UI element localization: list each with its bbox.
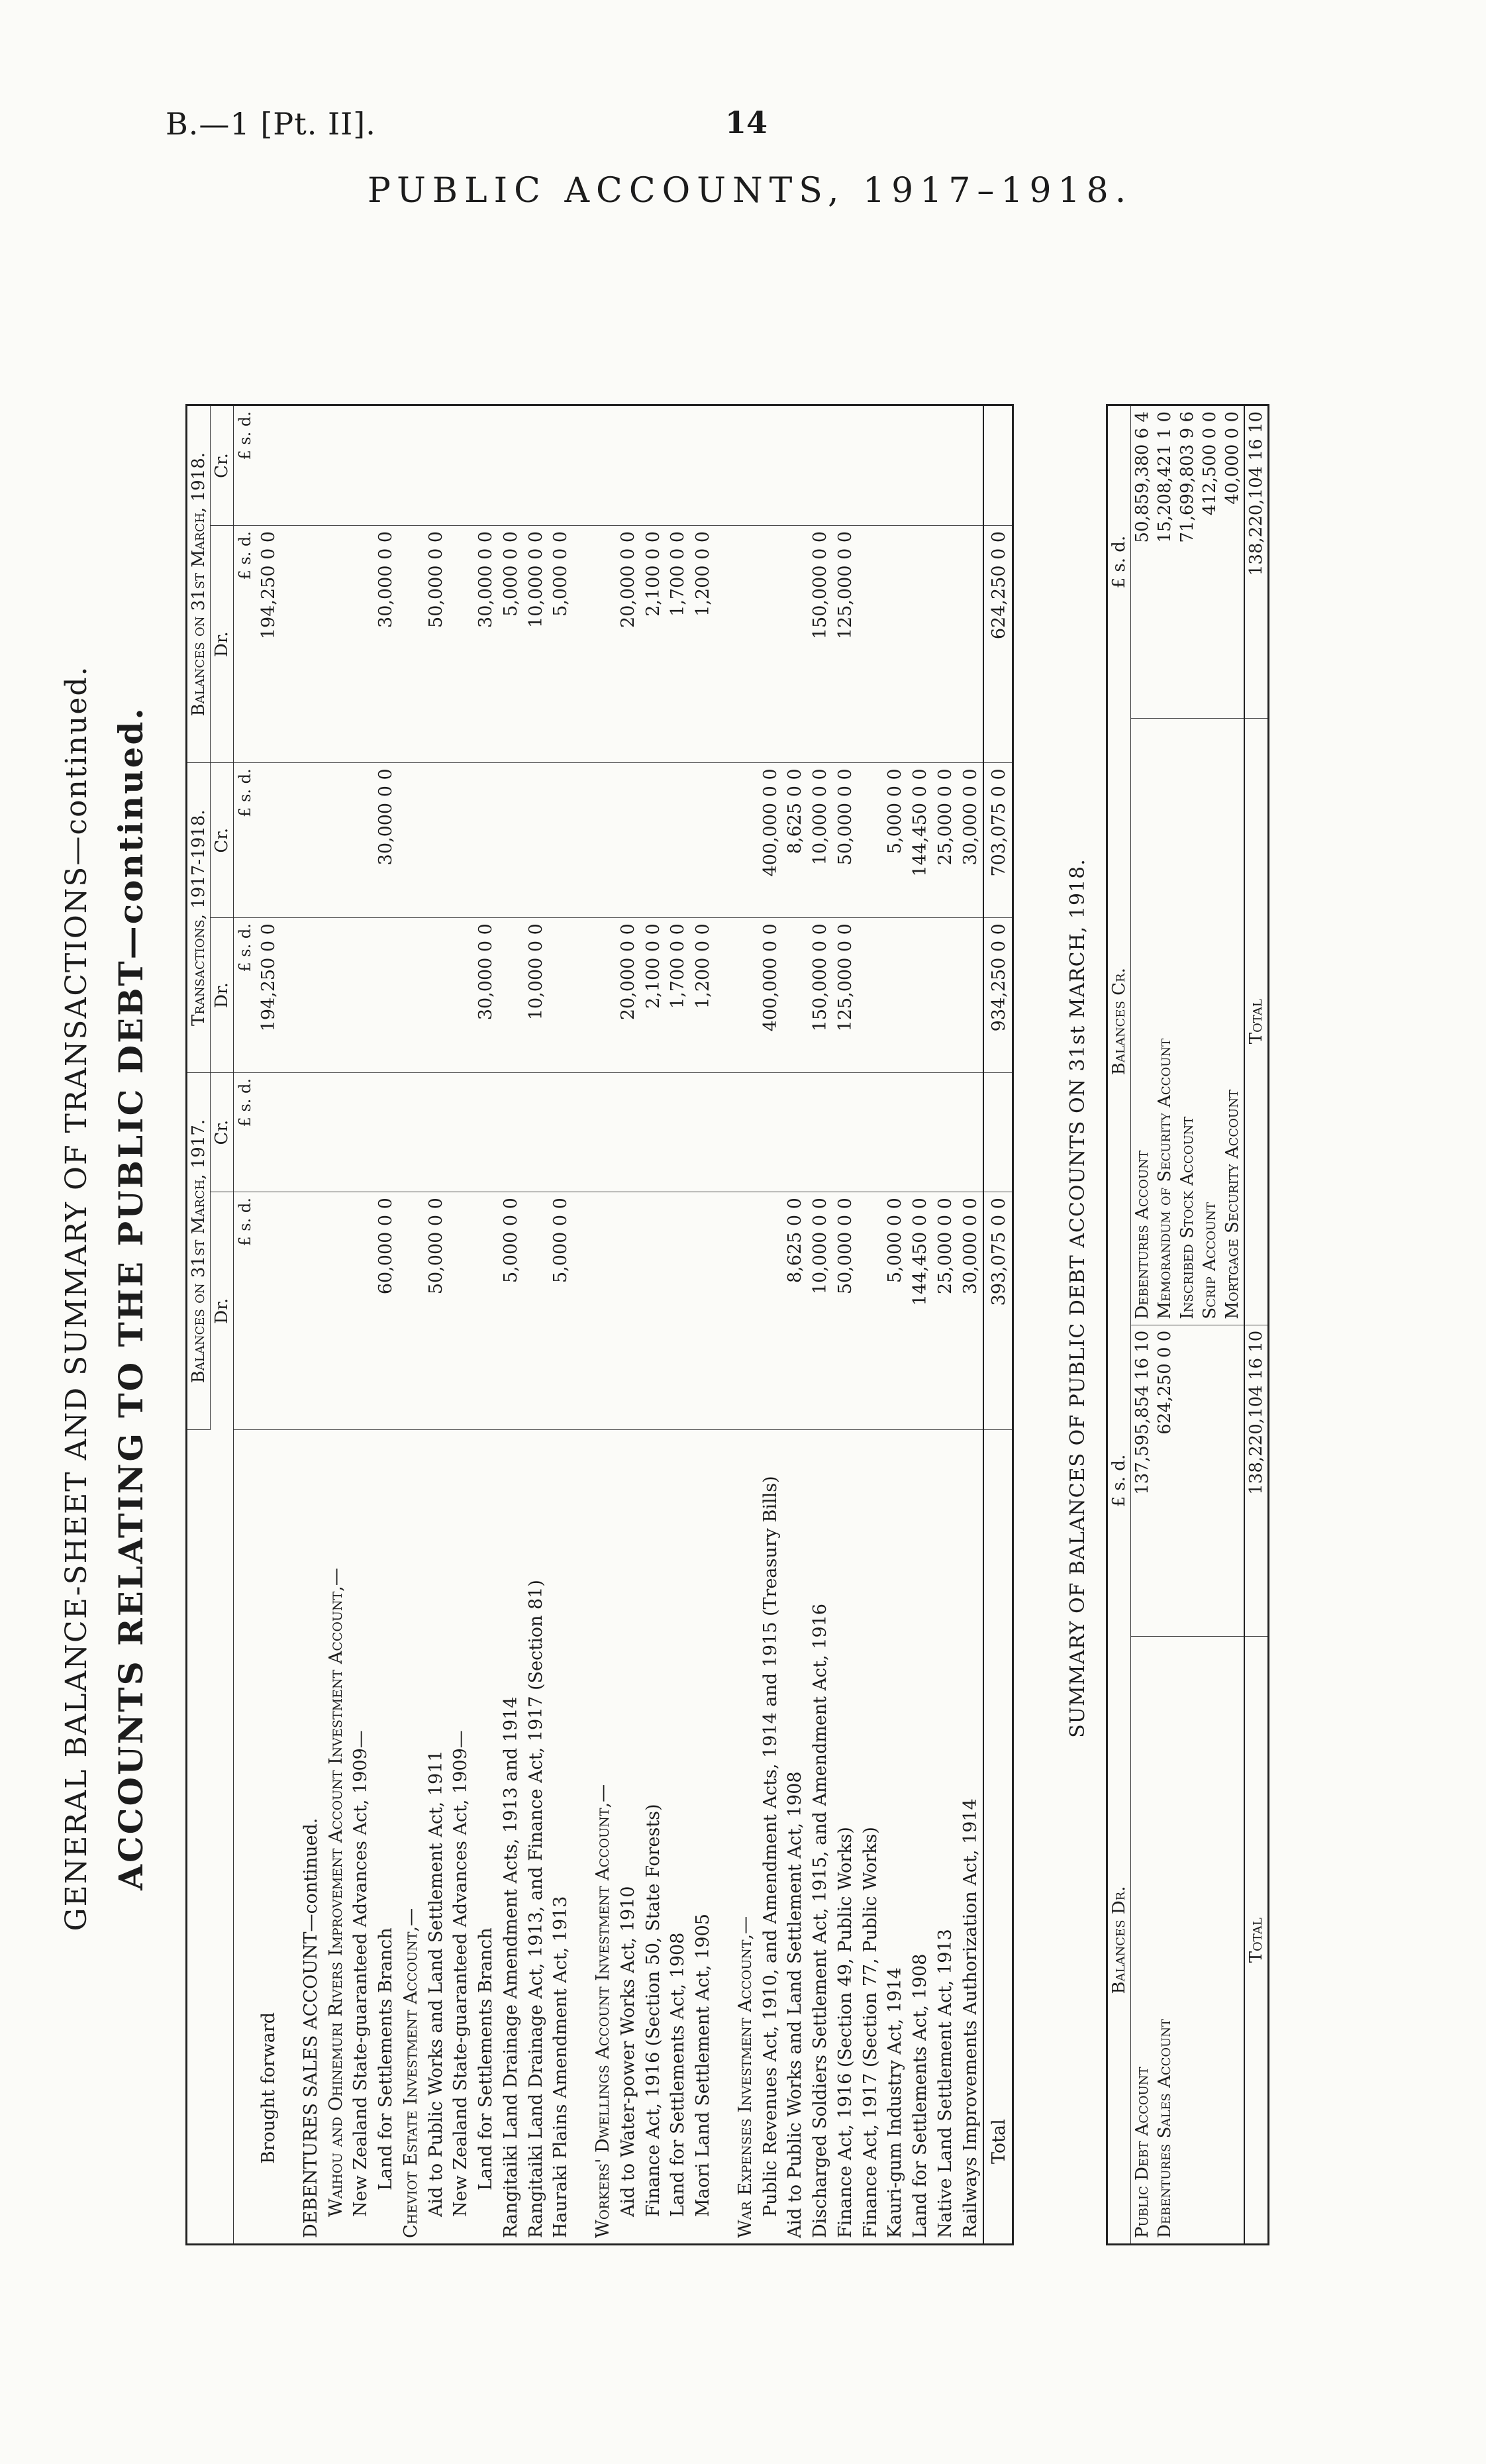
description-header [187, 1430, 234, 2245]
sub-heading [348, 405, 373, 2245]
row-label: Finance Act, 1917 (Section 77, Public Works) [860, 1827, 881, 2238]
public-debt-accounts-table [185, 404, 1014, 2245]
row-label: Brought forward [258, 2012, 279, 2164]
row-value: 50,000 0 0 [424, 525, 449, 762]
summary-cr-amount: 50,859,380 6 4 [1131, 405, 1154, 719]
col-cr-1917: Cr. [211, 1072, 234, 1192]
col-group-balances-1917: Balances on 31st March, 1917. [187, 1072, 211, 1429]
summary-cr-label: Inscribed Stock Account [1176, 718, 1199, 1325]
summary-row [1176, 405, 1199, 2245]
row-label: Waihou and Ohinemuri Rivers Improvement Account Investment Account,— [325, 1568, 346, 2217]
row-label: Native Land Settlement Act, 1913 [934, 1929, 956, 2238]
row-value: 5,000 0 0 [883, 763, 908, 918]
unit-label: £ s. d. [234, 525, 257, 762]
row-value: 8,625 0 0 [783, 763, 808, 918]
section-heading [733, 405, 758, 2245]
row-value: 50,000 0 0 [833, 763, 858, 918]
row-value: 150,000 0 0 [808, 918, 833, 1073]
unit-label: £ s. d. [234, 763, 257, 918]
summary-dr-label: Debentures Sales Account [1155, 2018, 1175, 2238]
row-value: 934,250 0 0 [983, 918, 1013, 1073]
row-value: 30,000 0 0 [958, 763, 984, 918]
col-dr-1917: Dr. [211, 1192, 234, 1430]
row-value: 30,000 0 0 [373, 763, 399, 918]
row-label: New Zealand State-guaranteed Advances Act, 1909— [450, 1730, 471, 2217]
row-value: 144,450 0 0 [908, 763, 933, 918]
row-label: Finance Act, 1916 (Section 49, Public Works) [834, 1827, 856, 2238]
row-value: 5,000 0 0 [548, 525, 573, 762]
row-label: Hauraki Plains Amendment Act, 1913 [550, 1896, 571, 2238]
row-value: 1,700 0 0 [666, 918, 691, 1073]
row-value: 30,000 0 0 [473, 525, 499, 762]
row-value: 150,000 0 0 [808, 525, 833, 762]
summary-row [1131, 405, 1154, 2245]
table-row [908, 405, 933, 2245]
row-value: 25,000 0 0 [933, 1192, 958, 1430]
summary-cr-label: Memorandum of Security Account [1154, 718, 1176, 1325]
row-value: 30,000 0 0 [473, 918, 499, 1073]
total-row [983, 405, 1013, 2245]
row-value: 30,000 0 0 [958, 1192, 984, 1430]
summary-cr-amount: 40,000 0 0 [1221, 405, 1244, 719]
col-dr-trans: Dr. [211, 918, 234, 1073]
row-value: 400,000 0 0 [758, 918, 783, 1073]
page-reference: B.—1 [Pt. II]. [166, 106, 376, 142]
section-heading [591, 405, 616, 2245]
row-value: 5,000 0 0 [883, 1192, 908, 1430]
unit-label: £ s. d. [234, 1192, 257, 1430]
table-row [373, 405, 399, 2245]
row-value: 194,250 0 0 [256, 918, 281, 1073]
summary-row [1199, 405, 1221, 2245]
rotated-landscape-content [60, 252, 1358, 2318]
summary-unit-dr: £ s. d. [1107, 1325, 1131, 1637]
summary-row [1221, 405, 1244, 2245]
unit-label: £ s. d. [234, 405, 257, 526]
page-number: 14 [725, 105, 768, 140]
row-value: 10,000 0 0 [808, 1192, 833, 1430]
table-row [524, 405, 549, 2245]
table-row [499, 405, 524, 2245]
table-row [548, 405, 573, 2245]
summary-dr-amount: 137,595,854 16 10 [1131, 1325, 1154, 1637]
row-value: 8,625 0 0 [783, 1192, 808, 1430]
col-dr-1918: Dr. [211, 525, 234, 762]
row-label: Land for Settlements Act, 1908 [668, 1932, 689, 2217]
table-row [616, 405, 641, 2245]
row-label: Aid to Public Works and Land Settlement Act, 1908 [785, 1771, 806, 2238]
row-value: 10,000 0 0 [524, 918, 549, 1073]
summary-cr-label: Mortgage Security Account [1221, 718, 1244, 1325]
header-row-groups [187, 405, 211, 2245]
row-value: 30,000 0 0 [373, 525, 399, 762]
row-label: Land for Settlements Branch [375, 1927, 396, 2190]
table-row [424, 405, 449, 2245]
row-value: 703,075 0 0 [983, 763, 1013, 918]
summary-row [1154, 405, 1176, 2245]
summary-cr-label: Scrip Account [1199, 718, 1221, 1325]
public-debt-title: ACCOUNTS RELATING TO THE PUBLIC DEBT—continued. [111, 706, 150, 1890]
row-value: 125,000 0 0 [833, 525, 858, 762]
row-value: 10,000 0 0 [808, 763, 833, 918]
row-value: 144,450 0 0 [908, 1192, 933, 1430]
table-row [833, 405, 858, 2245]
table-row [783, 405, 808, 2245]
row-value: 25,000 0 0 [933, 763, 958, 918]
row-value: 1,200 0 0 [691, 525, 716, 762]
row-value: 2,100 0 0 [641, 525, 666, 762]
table-row [858, 405, 883, 2245]
row-label: Aid to Public Works and Land Settlement Act, 1911 [425, 1750, 446, 2217]
row-value: 125,000 0 0 [833, 918, 858, 1073]
col-cr-trans: Cr. [211, 763, 234, 918]
summary-header-row [1107, 405, 1131, 2245]
section-heading [399, 405, 424, 2245]
summary-cr-header: Balances Cr. [1107, 718, 1131, 1325]
row-value: 5,000 0 0 [499, 1192, 524, 1430]
row-value: 5,000 0 0 [499, 525, 524, 762]
row-label: Land for Settlements Branch [475, 1927, 496, 2190]
summary-cr-amount: 71,699,803 9 6 [1176, 405, 1199, 719]
row-label: Rangitaiki Land Drainage Act, 1913, and Finance Act, 1917 (Section 81) [525, 1580, 546, 2238]
row-value: 1,700 0 0 [666, 525, 691, 762]
row-value: 624,250 0 0 [983, 525, 1013, 762]
row-label: Discharged Soldiers Settlement Act, 1915, and Amendment Act, 1916 [810, 1604, 830, 2238]
row-label: Aid to Water-power Works Act, 1910 [617, 1886, 638, 2217]
row-value: 393,075 0 0 [983, 1192, 1013, 1430]
table-row [958, 405, 984, 2245]
summary-cr-amount: 15,208,421 1 0 [1154, 405, 1176, 719]
col-group-transactions: Transactions, 1917-1918. [187, 763, 211, 1073]
row-label: Maori Land Settlement Act, 1905 [693, 1914, 713, 2217]
summary-dr-label: Public Debt Account [1132, 2067, 1152, 2238]
section-heading [299, 405, 324, 2245]
row-label: Railways Improvements Authorization Act, 1914 [960, 1798, 981, 2238]
row-label: Kauri-gum Industry Act, 1914 [885, 1967, 906, 2238]
col-group-balances-1918: Balances on 31st March, 1918. [187, 405, 211, 763]
table-row [256, 405, 281, 2245]
row-label: Land for Settlements Act, 1908 [910, 1953, 930, 2238]
row-label: Finance Act, 1916 (Section 50, State Forests) [642, 1804, 664, 2217]
table-row [666, 405, 691, 2245]
unit-label: £ s. d. [234, 918, 257, 1073]
summary-total-label: Total [1244, 718, 1269, 1325]
row-label: Total [983, 1430, 1013, 2245]
col-cr-1918: Cr. [211, 405, 234, 526]
row-value: 2,100 0 0 [641, 918, 666, 1073]
table-row [808, 405, 833, 2245]
row-value: 1,200 0 0 [691, 918, 716, 1073]
row-value: 194,250 0 0 [256, 525, 281, 762]
summary-dr-amount: 624,250 0 0 [1154, 1325, 1176, 1637]
row-label: War Expenses Investment Account,— [734, 1916, 756, 2238]
row-value: 400,000 0 0 [758, 763, 783, 918]
row-label: New Zealand State-guaranteed Advances Act, 1909— [350, 1730, 372, 2217]
unit-label: £ s. d. [234, 1072, 257, 1192]
summary-total-row [1244, 405, 1269, 2245]
table-row [758, 405, 783, 2245]
row-label: Cheviot Estate Investment Account,— [400, 1908, 421, 2238]
row-value: 60,000 0 0 [373, 1192, 399, 1430]
summary-total-dr: 138,220,104 16 10 [1244, 1325, 1269, 1637]
row-label: Public Revenues Act, 1910, and Amendment Acts, 1914 and 1915 (Treasury Bills) [760, 1476, 781, 2217]
row-value: 20,000 0 0 [616, 525, 641, 762]
summary-unit-cr: £ s. d. [1107, 405, 1131, 719]
row-label: Workers' Dwellings Account Investment Account,— [593, 1784, 613, 2238]
section-heading [324, 405, 349, 2245]
row-label: DEBENTURES SALES ACCOUNT—continued. [300, 1818, 321, 2238]
row-label: Rangitaiki Land Drainage Amendment Acts, 1913 and 1914 [500, 1696, 521, 2238]
row-value: 50,000 0 0 [833, 1192, 858, 1430]
row-value: 50,000 0 0 [424, 1192, 449, 1430]
row-value: 10,000 0 0 [524, 525, 549, 762]
summary-balances-table [1106, 404, 1269, 2245]
table-row [883, 405, 908, 2245]
summary-cr-label: Debentures Account [1131, 718, 1154, 1325]
table-row [933, 405, 958, 2245]
summary-title: SUMMARY OF BALANCES OF PUBLIC DEBT ACCOUNTS ON 31st MARCH, 1918. [1066, 858, 1089, 1738]
table-row [473, 405, 499, 2245]
sub-heading [448, 405, 473, 2245]
summary-cr-amount: 412,500 0 0 [1199, 405, 1221, 719]
unit-row [234, 405, 257, 2245]
summary-total-cr: 138,220,104 16 10 [1244, 405, 1269, 719]
table-row [691, 405, 716, 2245]
row-value: 20,000 0 0 [616, 918, 641, 1073]
summary-dr-header: Balances Dr. [1107, 1637, 1131, 2245]
balance-sheet-title: GENERAL BALANCE-SHEET AND SUMMARY OF TRANSACTIONS—continued. [60, 665, 93, 1931]
page-title: PUBLIC ACCOUNTS, 1917–1918. [368, 171, 1133, 211]
row-value: 5,000 0 0 [548, 1192, 573, 1430]
table-row [641, 405, 666, 2245]
summary-total-label: Total [1244, 1637, 1269, 2245]
